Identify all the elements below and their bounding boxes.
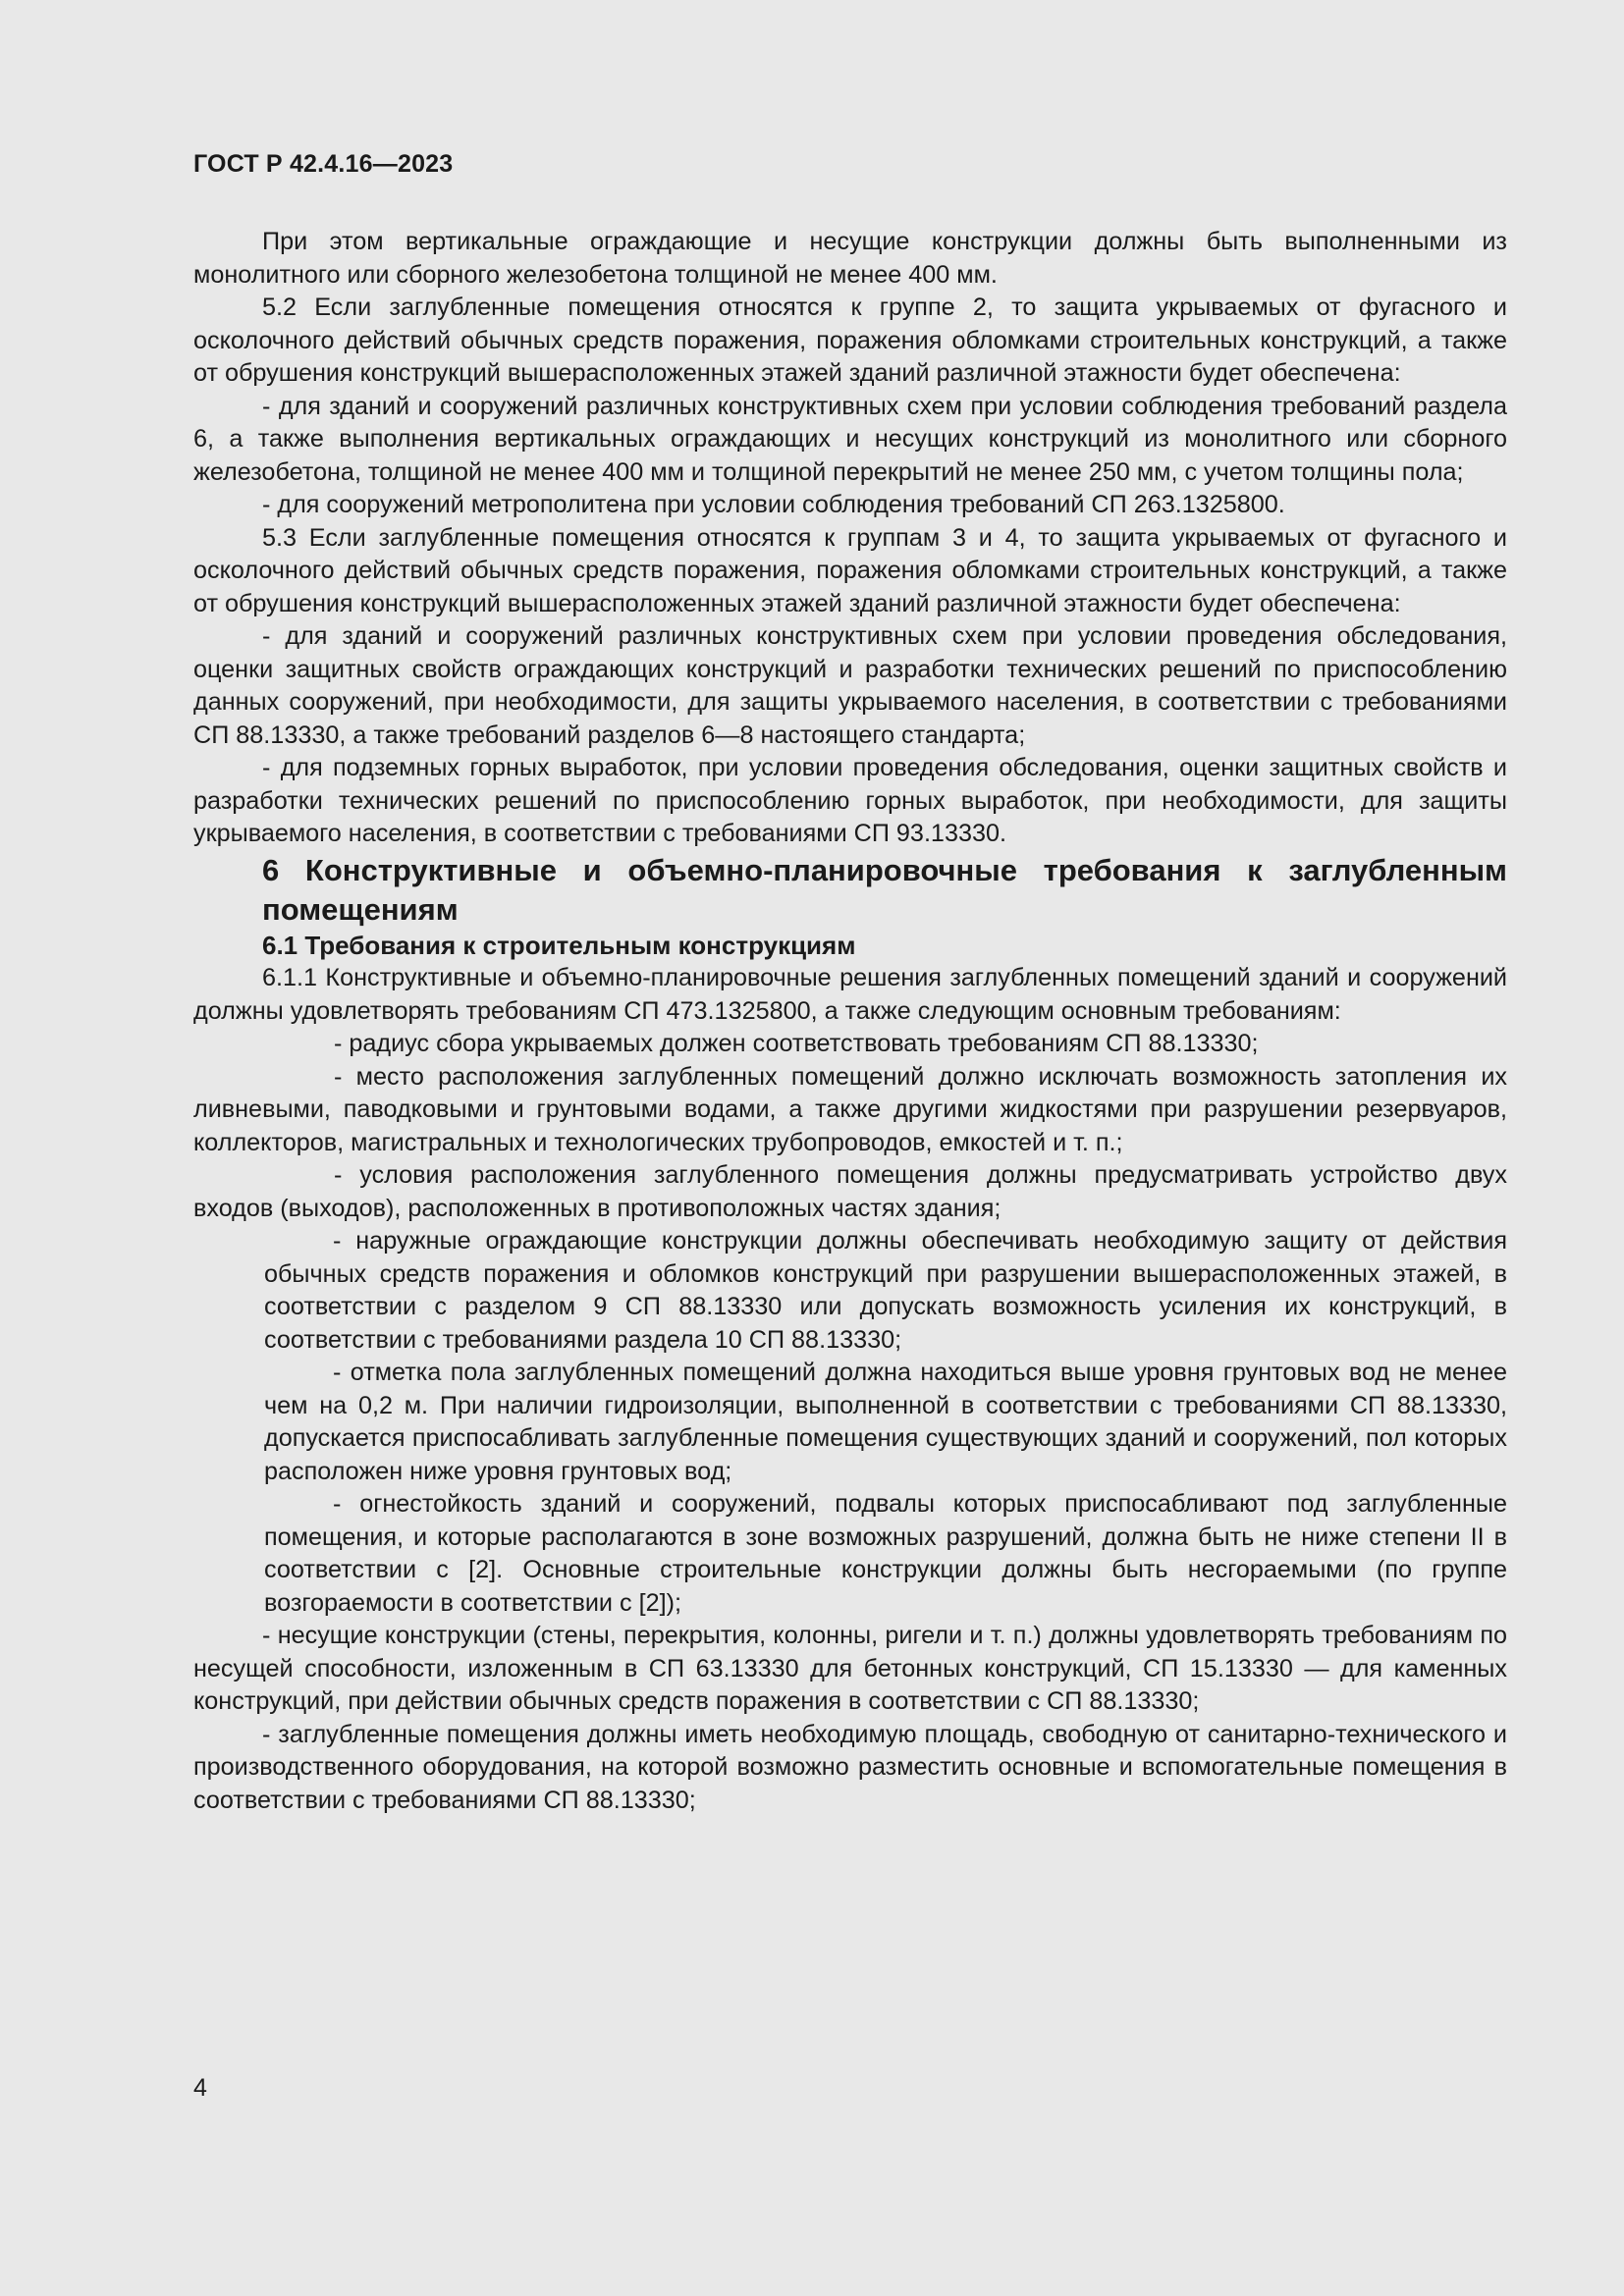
list-item: - для зданий и сооружений различных конструктивных схем при условии соблюдения требований раздела 6, а также выполнения вертикальных ограждающих и несущих конструкций из монолитного или сборного железобетона, толщиной не менее 400 мм и толщиной перекрытий не менее 250 мм, с учетом толщины пола; — [193, 392, 1507, 486]
body-paragraph: При этом вертикальные ограждающие и несущие конструкции должны быть выполненными из монолитного или сборного железобетона толщиной не менее 400 мм. — [193, 228, 1507, 289]
document-code-header: ГОСТ Р 42.4.16—2023 — [193, 150, 454, 178]
subsection-heading: 6.1 Требования к строительным конструкциям — [262, 930, 856, 960]
list-item: - наружные ограждающие конструкции должны обеспечивать необходимую защиту от действия обычных средств поражения и обломков конструкций при разрушении вышерасположенных этажей, в соответствии с разделом 9 СП 88.13330 или допускать возможность усиления их конструкций, в соответствии с требованиями раздела 10 СП 88.13330; — [264, 1227, 1507, 1354]
list-item: - условия расположения заглубленного помещения должны предусматривать устройство двух входов (выходов), расположенных в противоположных частях здания; — [193, 1161, 1507, 1222]
document-body — [193, 226, 1507, 1817]
clause-5-3: 5.3 Если заглубленные помещения относятся к группам 3 и 4, то защита укрываемых от фугасного и осколочного действий обычных средств поражения, поражения обломками строительных конструкций, а также от обрушения конструкций вышерасположенных этажей зданий различной этажности будет обеспечена: — [193, 523, 1507, 617]
list-item: - место расположения заглубленных помещений должно исключать возможность затопления их ливневыми, паводковыми и грунтовыми водами, а также другими жидкостями при разрушении резервуаров, коллекторов, магистральных и технологических трубопроводов, емкостей и т. п.; — [193, 1062, 1507, 1156]
list-item: - огнестойкость зданий и сооружений, подвалы которых приспосабливают под заглубленные помещения, и которые располагаются в зоне возможных разрушений, должна быть не ниже степени II в соответствии с [2]. Основные строительные конструкции должны быть несгораемыми (по группе возгораемости в соответствии с [2]); — [264, 1490, 1507, 1617]
section-heading: 6 Конструктивные и объемно-планировочные требования к заглубленным помещениям — [262, 852, 1507, 927]
clause-5-2: 5.2 Если заглубленные помещения относятся к группе 2, то защита укрываемых от фугасного и осколочного действий обычных средств поражения, поражения обломками строительных конструкций, а также от обрушения конструкций вышерасположенных этажей зданий различной этажности будет обеспечена: — [193, 294, 1507, 387]
clause-6-1-1: 6.1.1 Конструктивные и объемно-планировочные решения заглубленных помещений зданий и сооружений должны удовлетворять требованиям СП 473.1325800, а также следующим основным требованиям: — [193, 964, 1507, 1025]
list-item: - для зданий и сооружений различных конструктивных схем при условии проведения обследования, оценки защитных свойств ограждающих конструкций и разработки технических решений по приспособлению данных сооружений, при необходимости, для защиты укрываемого населения, в соответствии с требованиями СП 88.13330, а также требований разделов 6—8 настоящего стандарта; — [193, 622, 1507, 749]
list-item: - для подземных горных выработок, при условии проведения обследования, оценки защитных свойств и разработки технических решений по приспособлению горных выработок, при необходимости, для защиты укрываемого населения, в соответствии с требованиями СП 93.13330. — [193, 754, 1507, 847]
list-item: - для сооружений метрополитена при условии соблюдения требований СП 263.1325800. — [262, 491, 1285, 518]
list-item: - несущие конструкции (стены, перекрытия, колонны, ригели и т. п.) должны удовлетворять требованиям по несущей способности, изложенным в СП 63.13330 для бетонных конструкций, СП 15.13330 — для каменных конструкций, при действии обычных средств поражения в соответствии с СП 88.13330; — [193, 1622, 1507, 1715]
list-item: - радиус сбора укрываемых должен соответствовать требованиям СП 88.13330; — [334, 1030, 1259, 1057]
list-item: - отметка пола заглубленных помещений должна находиться выше уровня грунтовых вод не менее чем на 0,2 м. При наличии гидроизоляции, выполненной в соответствии с требованиями СП 88.13330, допускается приспосабливать заглубленные помещения существующих зданий и сооружений, пол которых расположен ниже уровня грунтовых вод; — [264, 1359, 1507, 1485]
list-item: - заглубленные помещения должны иметь необходимую площадь, свободную от санитарно-технического и производственного оборудования, на которой возможно разместить основные и вспомогательные помещения в соответствии с требованиями СП 88.13330; — [193, 1720, 1507, 1814]
page-number: 4 — [193, 2074, 207, 2102]
